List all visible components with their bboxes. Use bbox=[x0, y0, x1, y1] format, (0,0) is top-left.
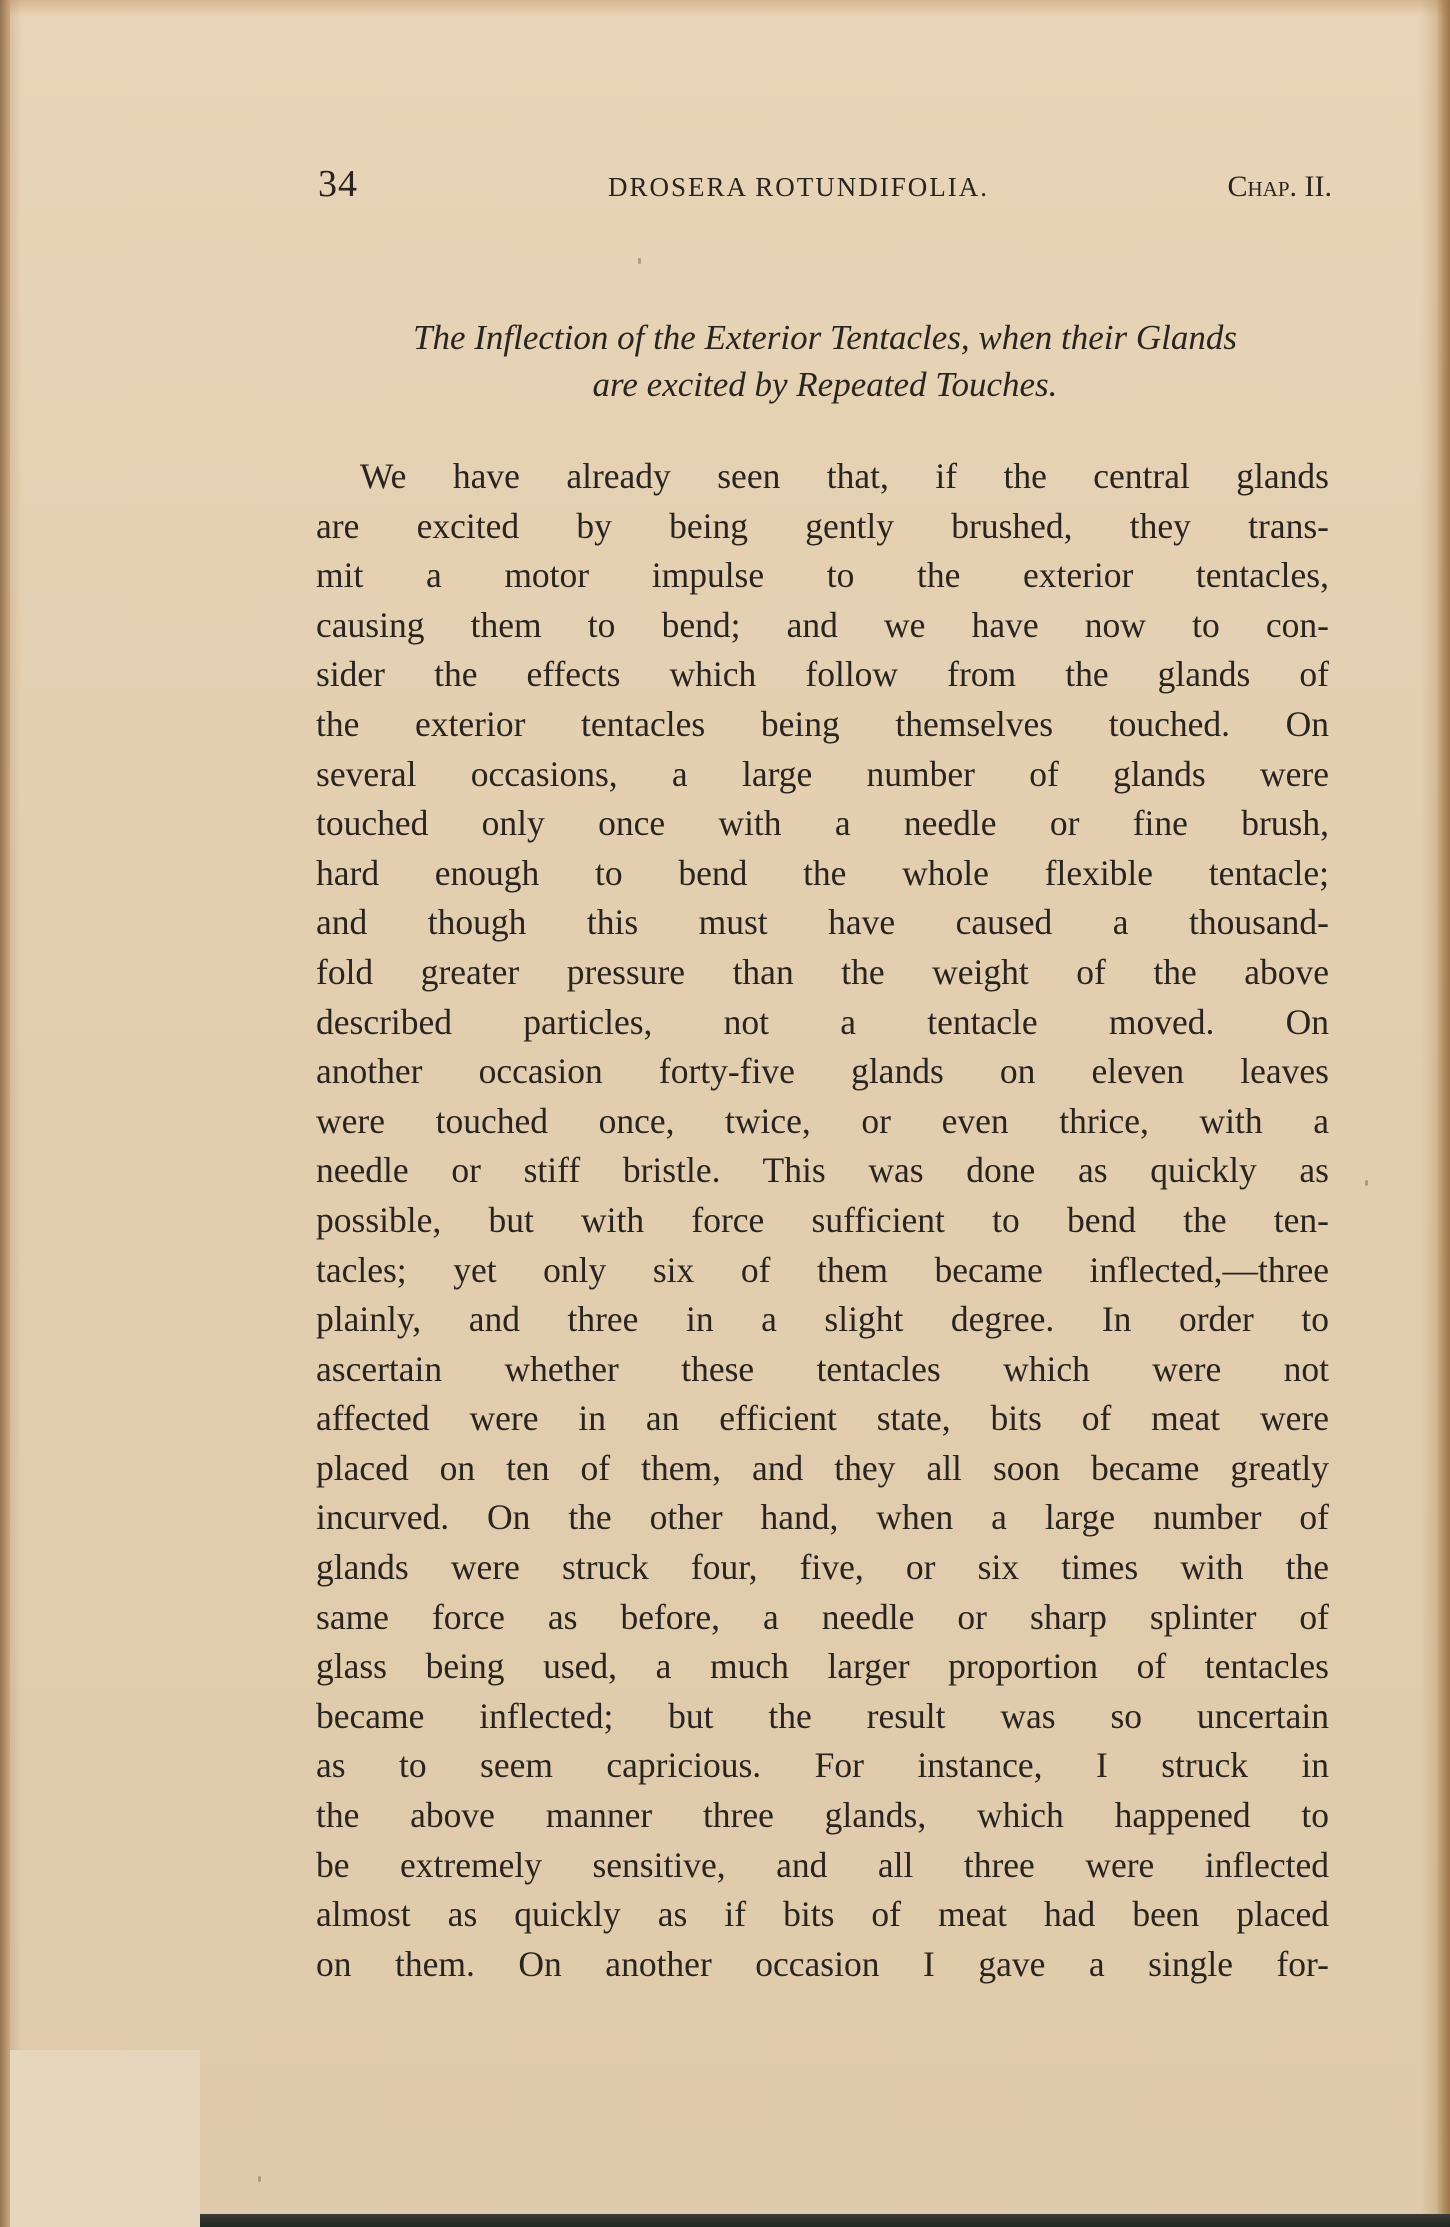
section-heading-line: are excited by Repeated Touches. bbox=[592, 365, 1058, 404]
text-line: tacles; yet only six of them became inflected,—three bbox=[316, 1249, 1329, 1290]
text-line: and though this must have caused a thousand- bbox=[316, 902, 1329, 943]
body-paragraph bbox=[316, 452, 1329, 1989]
paper-speck bbox=[638, 258, 641, 264]
text-line: needle or stiff bristle. This was done as quickly as bbox=[316, 1150, 1329, 1191]
text-line: incurved. On the other hand, when a large number of bbox=[316, 1497, 1329, 1538]
page-number: 34 bbox=[318, 163, 358, 205]
text-line: mit a motor impulse to the exterior tentacles, bbox=[316, 555, 1329, 596]
chapter-label: Chap. II. bbox=[1227, 170, 1332, 203]
page-right-edge bbox=[1436, 0, 1450, 2227]
text-line: hard enough to bend the whole flexible tentacle; bbox=[316, 852, 1329, 893]
text-line: glass being used, a much larger proportion of tentacles bbox=[316, 1646, 1329, 1687]
paper-speck bbox=[258, 2176, 261, 2182]
section-heading-line: The Inflection of the Exterior Tentacles, when their Glands bbox=[412, 318, 1238, 357]
text-line: the above manner three glands, which happened to bbox=[316, 1795, 1329, 1836]
text-line: the exterior tentacles being themselves touched. On bbox=[316, 703, 1329, 744]
text-line: plainly, and three in a slight degree. In order to bbox=[316, 1299, 1329, 1340]
text-line: ascertain whether these tentacles which were not bbox=[316, 1348, 1329, 1389]
running-head bbox=[318, 162, 1338, 212]
text-line: another occasion forty-five glands on eleven leaves bbox=[316, 1051, 1329, 1092]
text-line: are excited by being gently brushed, they trans- bbox=[316, 505, 1329, 546]
text-line: described particles, not a tentacle moved. On bbox=[316, 1001, 1329, 1042]
text-line: on them. On another occasion I gave a single for- bbox=[316, 1943, 1329, 1984]
text-line: same force as before, a needle or sharp splinter of bbox=[316, 1596, 1329, 1637]
text-line: became inflected; but the result was so uncertain bbox=[316, 1695, 1329, 1736]
book-title: DROSERA ROTUNDIFOLIA. bbox=[608, 172, 990, 202]
text-line: We have already seen that, if the central glands bbox=[360, 456, 1329, 496]
text-line: almost as quickly as if bits of meat had been placed bbox=[316, 1894, 1329, 1935]
text-line: sider the effects which follow from the glands of bbox=[316, 654, 1329, 695]
text-line: as to seem capricious. For instance, I struck in bbox=[316, 1745, 1329, 1786]
text-line: affected were in an efficient state, bits of meat were bbox=[316, 1398, 1329, 1439]
text-line: causing them to bend; and we have now to con- bbox=[316, 604, 1329, 645]
text-line: several occasions, a large number of glands were bbox=[316, 753, 1329, 794]
scan-bottom-edge bbox=[200, 2214, 1450, 2227]
text-line: fold greater pressure than the weight of the above bbox=[316, 951, 1329, 992]
section-heading bbox=[320, 314, 1330, 408]
paper-speck bbox=[1365, 1180, 1368, 1186]
text-line: glands were struck four, five, or six times with the bbox=[316, 1547, 1329, 1588]
text-line: placed on ten of them, and they all soon became greatly bbox=[316, 1447, 1329, 1488]
page-left-edge bbox=[0, 0, 10, 2227]
text-line: were touched once, twice, or even thrice, with a bbox=[316, 1100, 1329, 1141]
text-line: touched only once with a needle or fine brush, bbox=[316, 803, 1329, 844]
text-line: be extremely sensitive, and all three were inflected bbox=[316, 1844, 1329, 1885]
text-line: possible, but with force sufficient to bend the ten- bbox=[316, 1199, 1329, 1240]
underlying-page-strip bbox=[10, 2050, 200, 2227]
